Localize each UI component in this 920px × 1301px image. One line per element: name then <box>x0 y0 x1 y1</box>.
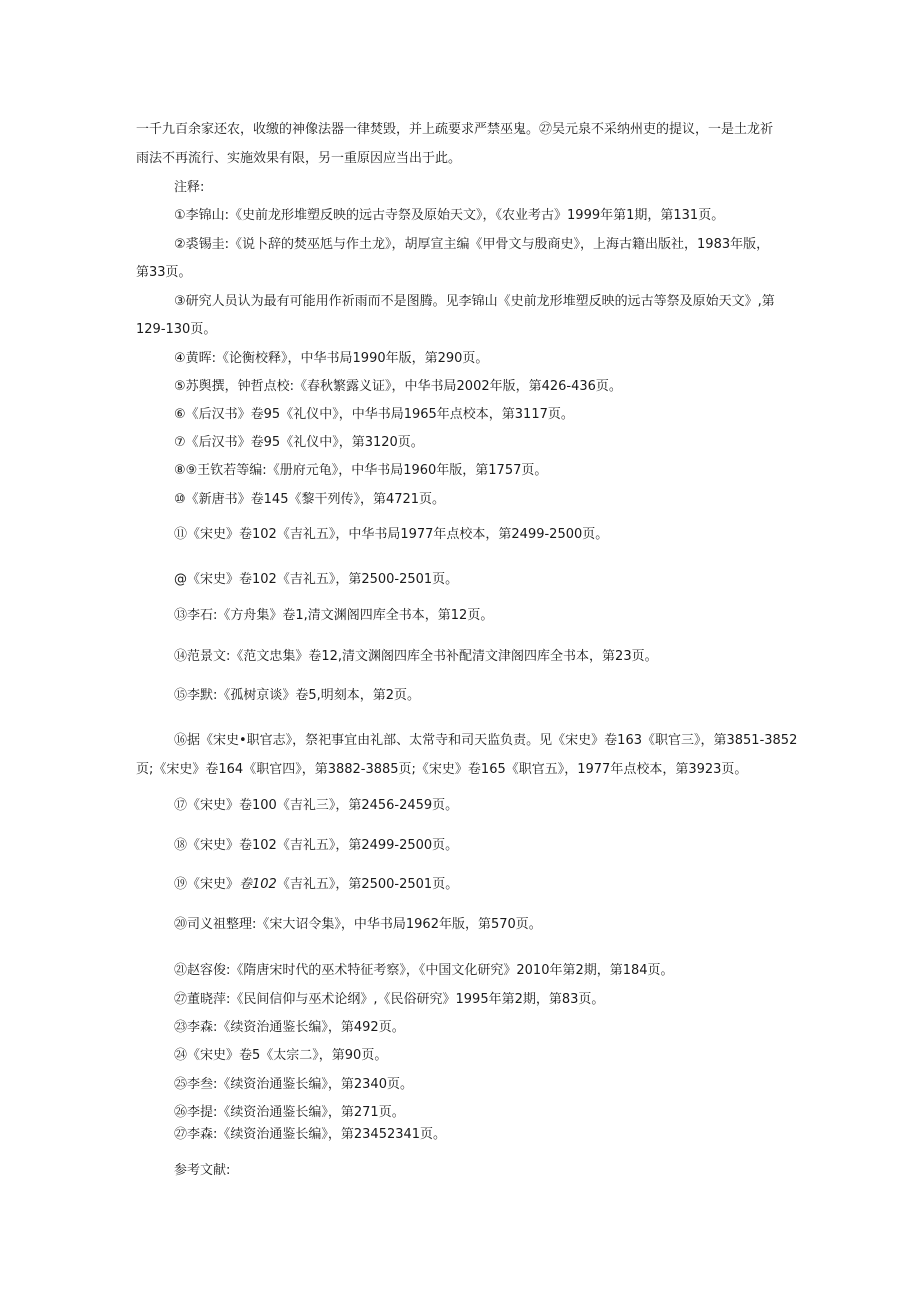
note-3-line-2: 129-130页。 <box>136 322 217 337</box>
references-heading: 参考文献: <box>174 1163 231 1178</box>
note-19-part-a: ⑲《宋史》 <box>174 877 240 892</box>
note-13: ⑬李石:《方舟集》卷1,清文渊阁四库全书本，第12页。 <box>174 608 494 623</box>
note-19-part-c: 《吉礼五》，第2500-2501页。 <box>276 877 459 892</box>
notes-heading: 注释: <box>174 180 205 195</box>
note-27: ㉗李森:《续资治通鉴长编》，第23452341页。 <box>174 1127 447 1142</box>
body-paragraph-line-2: 雨法不再流行、实施效果有限，另一重原因应当出于此。 <box>136 151 462 166</box>
note-8-9: ⑧⑨王钦若等编:《册府元龟》，中华书局1960年版，第1757页。 <box>174 463 548 478</box>
note-19 <box>174 876 458 894</box>
note-21: ㉑赵容俊:《隋唐宋时代的巫术特征考察》，《中国文化研究》2010年第2期，第184页。 <box>174 963 674 978</box>
note-17: ⑰《宋史》卷100《吉礼三》，第2456-2459页。 <box>174 798 459 813</box>
note-5: ⑤苏舆撰，钟哲点校:《春秋繁露义证》，中华书局2002年版，第426-436页。 <box>174 379 622 394</box>
note-7: ⑦《后汉书》卷95《礼仪中》，第3120页。 <box>174 435 424 450</box>
note-20: ⑳司义祖整理:《宋大诏令集》，中华书局1962年版，第570页。 <box>174 917 542 932</box>
note-24: ㉔《宋史》卷5《太宗二》，第90页。 <box>174 1048 388 1063</box>
note-18: ⑱《宋史》卷102《吉礼五》，第2499-2500页。 <box>174 838 459 853</box>
note-14: ⑭范景文:《范文忠集》卷12,清文渊阁四库全书补配清文津阁四库全书本，第23页。 <box>174 649 658 664</box>
note-2-line-2: 第33页。 <box>136 265 192 280</box>
note-16-line-1: ⑯据《宋史•职官志》，祭祀事宜由礼部、太常寺和司天监负责。见《宋史》卷163《职官三》，第3851-3852 <box>174 733 798 748</box>
note-23: ㉓李森:《续资治通鉴长编》，第492页。 <box>174 1020 405 1035</box>
note-2-line-1: ②裘锡圭:《说卜辞的焚巫尪与作土龙》，胡厚宣主编《甲骨文与殷商史》，上海古籍出版社，1983年版， <box>174 237 770 252</box>
note-15: ⑮李默:《孤树京谈》卷5,明刻本，第2页。 <box>174 688 421 703</box>
note-16-line-2: 页;《宋史》卷164《职官四》，第3882-3885页;《宋史》卷165《职官五》，1977年点校本，第3923页。 <box>136 762 748 777</box>
note-1: ①李锦山:《史前龙形堆塑反映的远古寺祭及原始天文》，《农业考古》1999年第1期，第131页。 <box>174 208 725 223</box>
note-22: ㉗董晓萍:《民间信仰与巫术论纲》,《民俗研究》1995年第2期，第83页。 <box>174 992 605 1007</box>
note-25: ㉕李叁:《续资治通鉴长编》，第2340页。 <box>174 1077 413 1092</box>
note-19-part-b: 卷102 <box>239 877 277 892</box>
note-11: ⑪《宋史》卷102《吉礼五》，中华书局1977年点校本，第2499-2500页。 <box>174 527 609 542</box>
note-12: @《宋史》卷102《吉礼五》，第2500-2501页。 <box>174 572 459 587</box>
body-paragraph-line-1: 一千九百余家还农，收缴的神像法器一律焚毁，并上疏要求严禁巫鬼。㉗吴元泉不采纳州吏的提议，一是土龙祈 <box>136 122 774 137</box>
note-3-line-1: ③研究人员认为最有可能用作祈雨而不是图腾。见李锦山《史前龙形堆塑反映的远古等祭及原始天文》,第 <box>174 294 775 309</box>
note-6: ⑥《后汉书》卷95《礼仪中》，中华书局1965年点校本，第3117页。 <box>174 407 574 422</box>
note-4: ④黄晖:《论衡校释》，中华书局1990年版，第290页。 <box>174 351 489 366</box>
note-10: ⑩《新唐书》卷145《黎干列传》，第4721页。 <box>174 492 446 507</box>
note-26: ㉖李提:《续资治通鉴长编》，第271页。 <box>174 1105 405 1120</box>
